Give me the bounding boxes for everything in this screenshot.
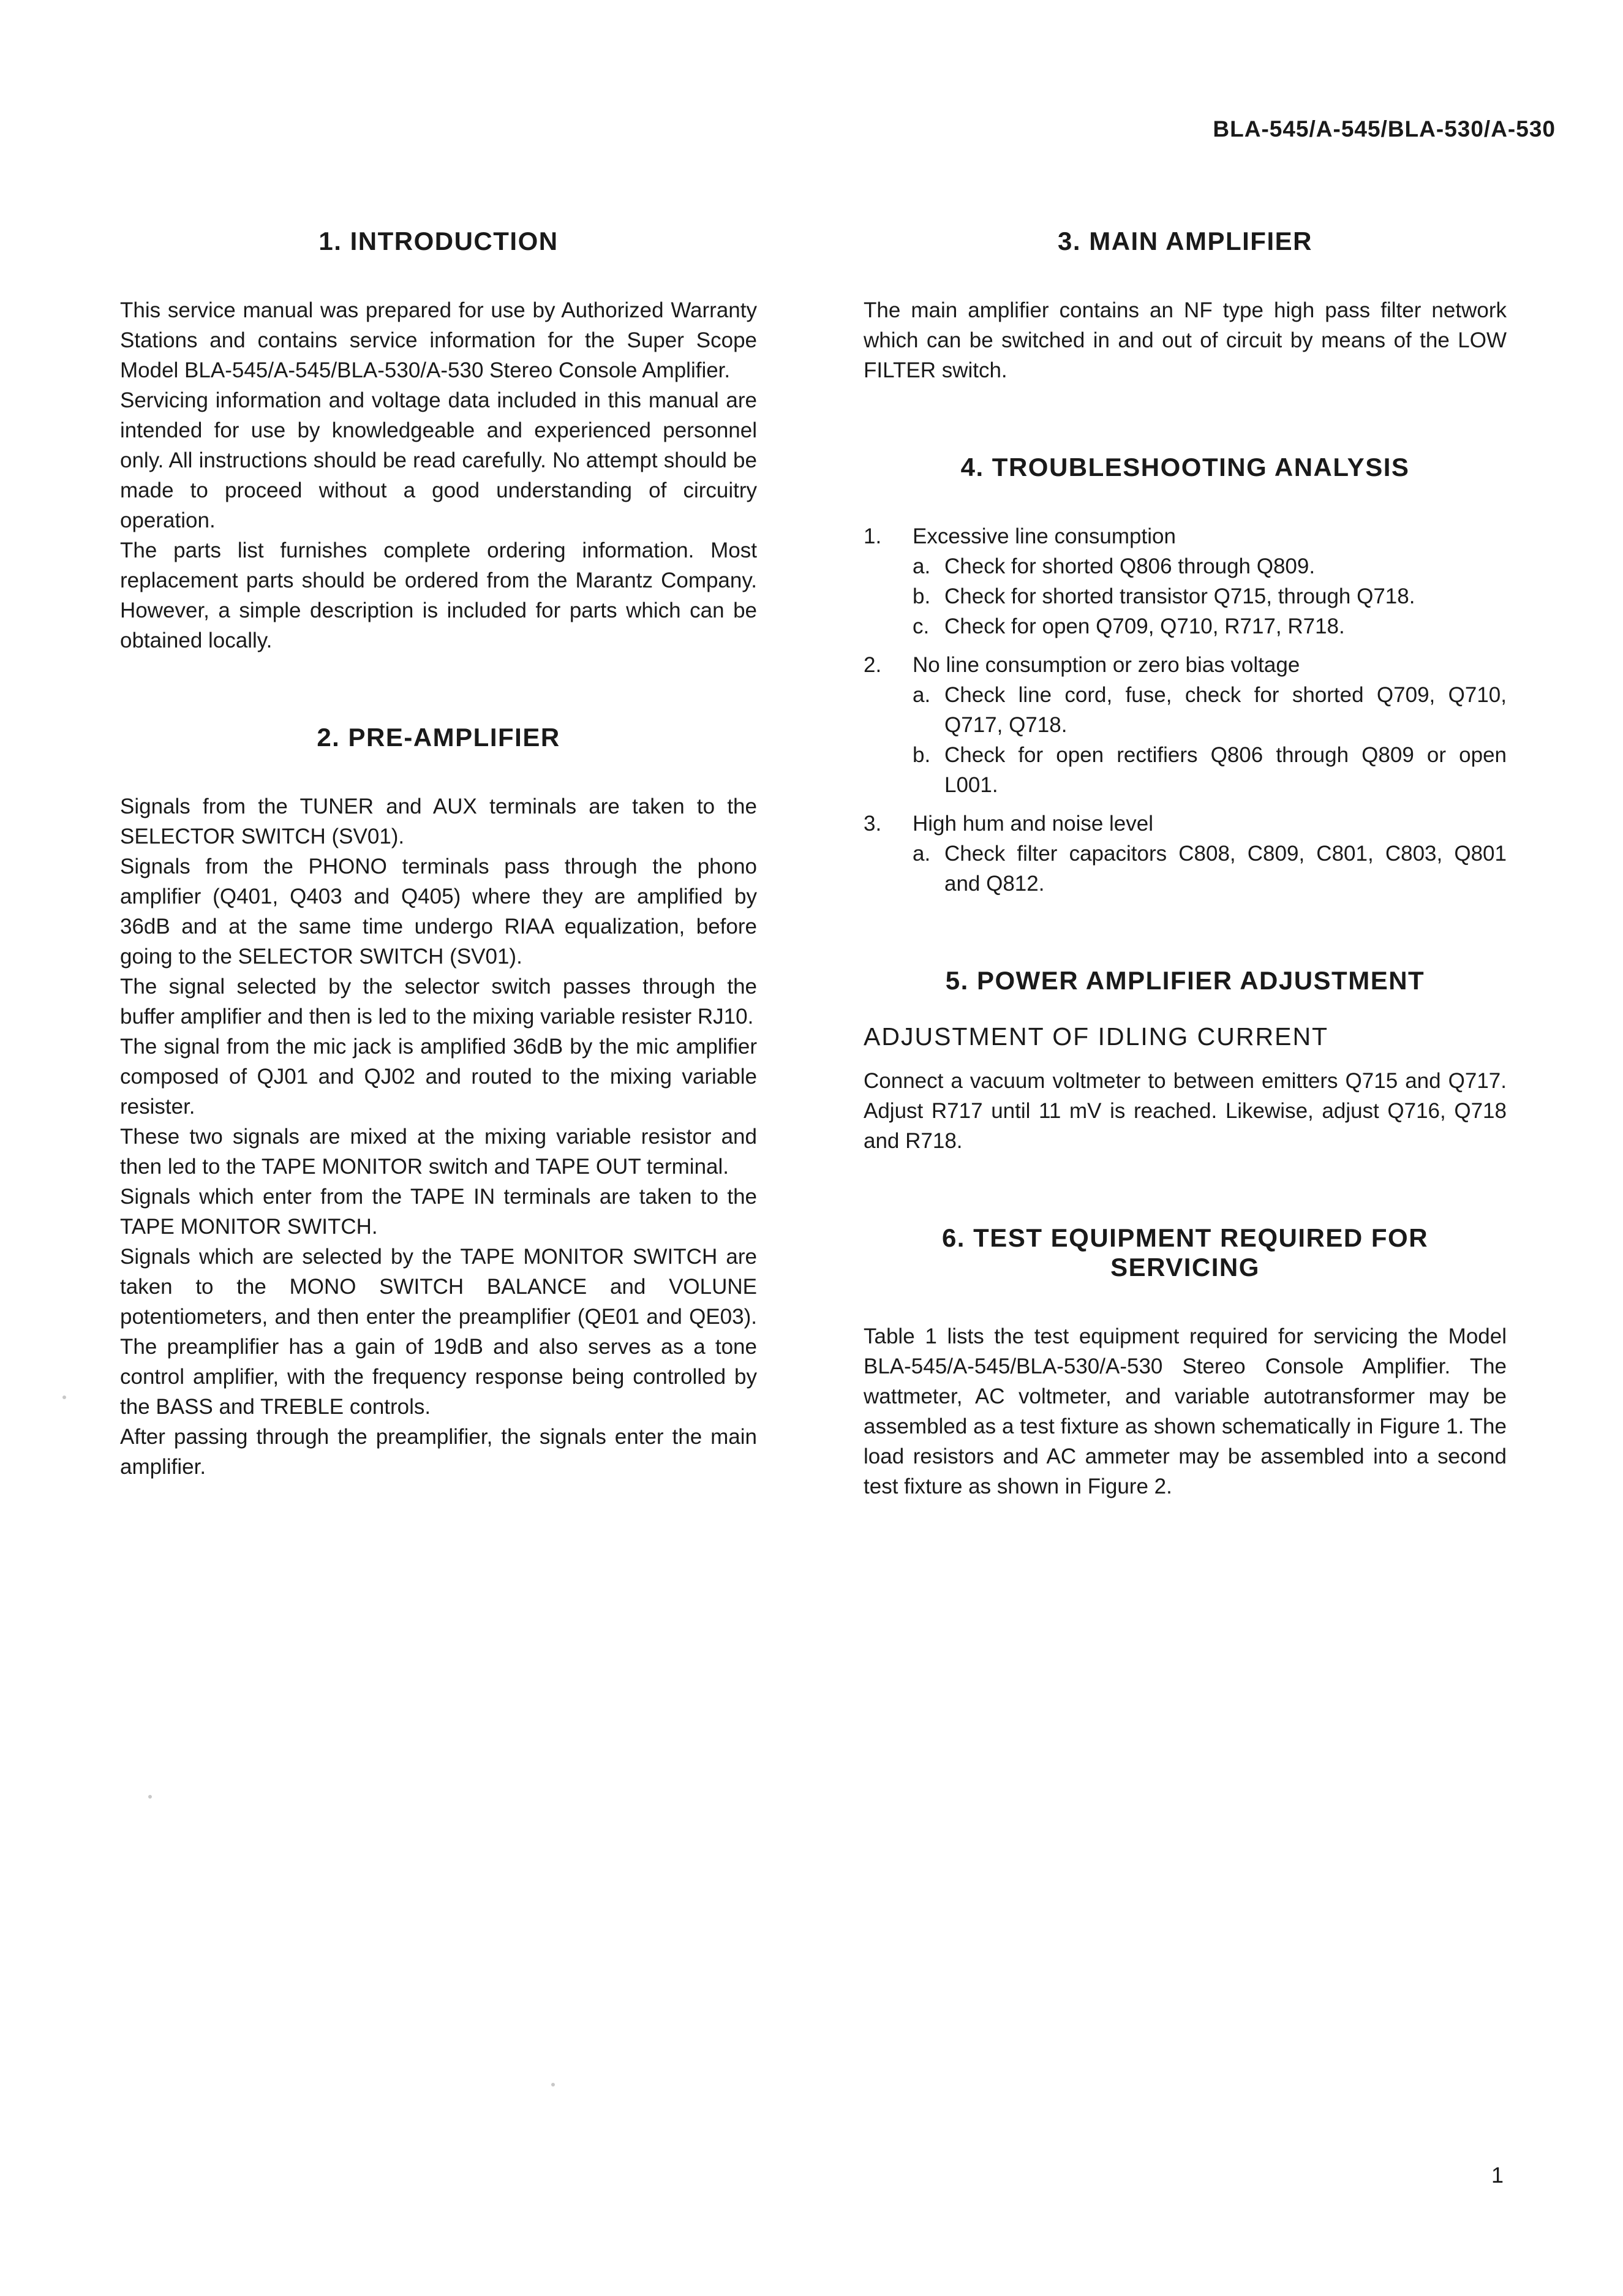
introduction-paragraph: Servicing information and voltage data included in this manual are intended for use by knowledgeable and experienced personnel only. All instructions should be read carefully. No attempt should be made to proceed without a good understanding of circuitry operation. (120, 388, 757, 532)
right-column (864, 227, 1507, 1569)
item-text: High hum and noise level (913, 812, 1154, 836)
pre-amplifier-paragraph: The signal selected by the selector switch passes through the buffer amplifier and then is led to the mixing variable resister RJ10. (120, 975, 757, 1029)
item-text: Excessive line consumption (913, 524, 1176, 548)
introduction-paragraph: This service manual was prepared for use by Authorized Warranty Stations and contains service information for the Super Scope Model BLA-545/A-545/BLA-530/A-530 Stereo Console Amplifier. (120, 298, 757, 382)
troubleshooting-item (864, 521, 1507, 641)
power-amplifier-adjustment-title: 5. POWER AMPLIFIER ADJUSTMENT (945, 966, 1425, 995)
troubleshooting-list (864, 521, 1507, 899)
subitem-letter: c. (913, 614, 930, 638)
pre-amplifier-paragraph: After passing through the preamplifier, the signals enter the main amplifier. (120, 1425, 757, 1479)
pre-amplifier-section (120, 723, 757, 1482)
subitem-list (913, 839, 1507, 899)
introduction-paragraph: The parts list furnishes complete ordering information. Most replacement parts should be ordered from the Marantz Company. However, a simple description is included for parts which can be obtained locally. (120, 538, 757, 652)
test-equipment-section (864, 1223, 1507, 1501)
idling-current-subheading: ADJUSTMENT OF IDLING CURRENT (864, 1022, 1329, 1051)
subitem-text: Check for open Q709, Q710, R717, R718. (944, 614, 1345, 638)
pre-amplifier-paragraph: Signals from the TUNER and AUX terminals are taken to the SELECTOR SWITCH (SV01). (120, 795, 757, 848)
subitem (913, 551, 1507, 581)
subitem-letter: a. (913, 683, 931, 707)
troubleshooting-item (864, 809, 1507, 899)
pre-amplifier-paragraph: Signals which are selected by the TAPE MONITOR SWITCH are taken to the MONO SWITCH BALANCE and VOLUNE potentiometers, and then enter the preamplifier (QE01 and QE03). The preamplifier has a gain of 19dB and also serves as a tone control amplifier, with the frequency response being controlled by the BASS and TREBLE controls. (120, 1245, 757, 1419)
subitem (913, 611, 1507, 641)
left-column (120, 227, 757, 1549)
model-header: BLA-545/A-545/BLA-530/A-530 (1213, 116, 1556, 142)
introduction-title: 1. INTRODUCTION (318, 227, 559, 255)
subitem (913, 740, 1507, 800)
pre-amplifier-paragraph: Signals which enter from the TAPE IN terminals are taken to the TAPE MONITOR SWITCH. (120, 1185, 757, 1239)
test-equipment-title: 6. TEST EQUIPMENT REQUIRED FOR SERVICING (941, 1223, 1429, 1282)
subitem-letter: a. (913, 554, 931, 578)
page-number: 1 (1491, 2162, 1504, 2188)
subitem-text: Check for shorted transistor Q715, through Q718. (944, 584, 1415, 608)
subitem-list (913, 680, 1507, 800)
test-equipment-paragraph: Table 1 lists the test equipment required for servicing the Model BLA-545/A-545/BLA-530/A-530 Stereo Console Amplifier. The wattmeter, AC voltmeter, and variable autotransformer may be assembled as a test fixture as shown schematically in Figure 1. The load resistors and AC ammeter may be assembled into a second test fixture as shown in Figure 2. (864, 1324, 1507, 1498)
subitem (913, 839, 1507, 899)
pre-amplifier-title: 2. PRE-AMPLIFIER (317, 723, 560, 752)
subitem-letter: b. (913, 743, 931, 767)
subitem-text: Check for open rectifiers Q806 through Q809 or open L001. (944, 743, 1507, 797)
item-number: 2. (864, 653, 882, 677)
pre-amplifier-paragraph: Signals from the PHONO terminals pass through the phono amplifier (Q401, Q403 and Q405) where they are amplified by 36dB and at the same time undergo RIAA equalization, before going to the SELECTOR SWITCH (SV01). (120, 855, 757, 969)
power-amplifier-adjustment-paragraph: Connect a vacuum voltmeter to between emitters Q715 and Q717. Adjust R717 until 11 mV is reached. Likewise, adjust Q716, Q718 and R718. (864, 1069, 1507, 1153)
subitem (913, 581, 1507, 611)
subitem-text: Check filter capacitors C808, C809, C801, C803, Q801 and Q812. (944, 842, 1507, 896)
pre-amplifier-paragraph: These two signals are mixed at the mixing variable resistor and then led to the TAPE MONITOR switch and TAPE OUT terminal. (120, 1125, 757, 1179)
subitem (913, 680, 1507, 740)
item-number: 1. (864, 524, 882, 548)
introduction-section (120, 227, 757, 655)
scan-speck (148, 1795, 152, 1799)
main-amplifier-paragraph: The main amplifier contains an NF type high pass filter network which can be switched in and out of circuit by means of the LOW FILTER switch. (864, 298, 1507, 382)
subitem-letter: a. (913, 842, 931, 866)
subitem-list (913, 551, 1507, 641)
main-amplifier-title: 3. MAIN AMPLIFIER (1058, 227, 1312, 255)
power-amplifier-adjustment-section (864, 966, 1507, 1156)
troubleshooting-section (864, 453, 1507, 899)
item-number: 3. (864, 812, 882, 836)
troubleshooting-item (864, 650, 1507, 800)
subitem-letter: b. (913, 584, 931, 608)
item-text: No line consumption or zero bias voltage (913, 653, 1300, 677)
pre-amplifier-paragraph: The signal from the mic jack is amplified 36dB by the mic amplifier composed of QJ01 and QJ02 and routed to the mixing variable resister. (120, 1035, 757, 1119)
subitem-text: Check line cord, fuse, check for shorted Q709, Q710, Q717, Q718. (944, 683, 1507, 737)
scan-speck (551, 2083, 555, 2086)
scan-speck (62, 1395, 66, 1399)
troubleshooting-title: 4. TROUBLESHOOTING ANALYSIS (960, 453, 1410, 481)
main-amplifier-section (864, 227, 1507, 385)
subitem-text: Check for shorted Q806 through Q809. (944, 554, 1316, 578)
